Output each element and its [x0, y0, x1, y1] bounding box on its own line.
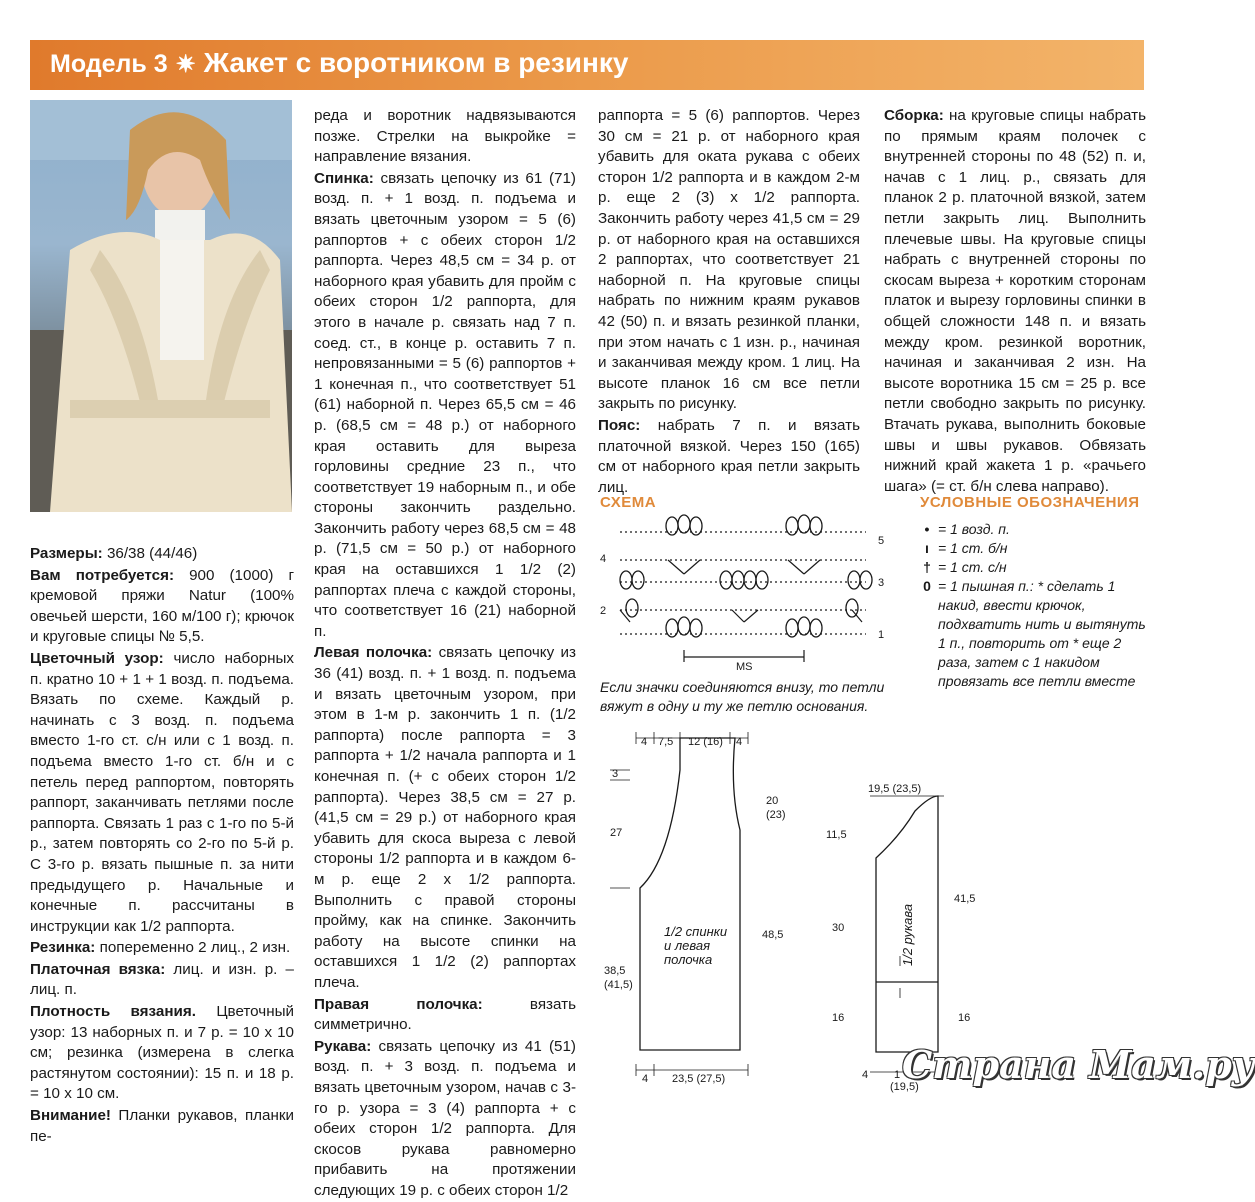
legend-dc: † = 1 ст. с/н: [920, 558, 1150, 577]
body-neck-drop: 3: [612, 768, 619, 780]
chart-row-1: 1: [878, 629, 885, 641]
body-top-dim-3: 12 (16): [688, 736, 723, 748]
model-photo: [30, 100, 292, 512]
title-bar: [30, 40, 1144, 90]
text-column-4: [884, 106, 1146, 498]
body-side-left: 38,5 (41,5): [604, 965, 633, 991]
scheme-heading: СХЕМА: [600, 494, 657, 511]
puff-stitch-icon: 0: [923, 578, 931, 594]
legend: [920, 520, 1150, 691]
sleeve-label: 1/2 рукава: [900, 903, 915, 966]
sleeve-bottom-dim-3: (19,5): [890, 1081, 919, 1093]
body-armhole-left: 27: [610, 827, 623, 839]
rib-pattern: Резинка: попеременно 2 лиц., 2 изн.: [30, 939, 291, 957]
model-number: Модель 3: [50, 50, 168, 78]
title-separator: ✷: [175, 51, 196, 78]
continuation-text: реда и воротник надвязываются позже. Стрелки на выкройке = направление вязания.: [314, 107, 576, 166]
gauge: Плотность вязания. Цветочный узор: 13 наборных п. и 7 р. = 10 x 10 см; резинка (измерена в слегка растянутом состоянии): 15 п. и 18 р. = 10 x 10 см.: [30, 1003, 294, 1103]
page-title: [50, 47, 629, 79]
text-column-1: [30, 544, 294, 1148]
chart-note: Если значки соединяются внизу, то петли вяжут в одну и ту же петлю основания.: [600, 679, 885, 714]
belt-instructions: Пояс: набрать 7 п. и вязать платочной вязкой. Через 150 (165) см от наборного края петли закрыть лиц.: [598, 416, 860, 496]
assembly-instructions: Сборка: на круговые спицы набрать по прямым краям полочек с внутренней стороны по 48 (52) п. и, начав с 1 лиц. р., связать для планок 2 р. платочной вязкой, затем петли закрыть лиц. Выполнить плечевые швы. На круговые спицы набрать с внутренней стороны по скосам выреза + коротким сторонам платок и вырезу горловины спинки в общей сложности 148 п. и вязать между кром. резинкой воротник, начиная и заканчивая 2 изн. На высоте воротника 15 см = 25 р. все петли свободно закрыть по рисунку. Втачать рукава, выполнить боковые швы и швы рукавов. Обвязать нижний край жакета 1 р. «рачьего шага» (= ст. б/н слева направо).: [884, 107, 1146, 495]
sleeve-cuff-right: 16: [958, 1012, 971, 1024]
model-name: Жакет с воротником в резинку: [203, 47, 629, 78]
body-label: 1/2 спинки и левая полочка: [664, 924, 728, 967]
double-crochet-icon: †: [923, 559, 931, 575]
chart-row-4: 4: [600, 553, 607, 565]
body-pattern: [600, 730, 800, 1090]
site-watermark: Страна Мам.ру: [902, 1042, 1255, 1087]
sleeve-cap-dim: 11,5: [826, 829, 847, 841]
right-front-instructions: Правая полочка: вязать симметрично.: [314, 995, 576, 1034]
legend-sc: ı = 1 ст. б/н: [920, 539, 1150, 558]
chain-icon: •: [924, 521, 930, 537]
text-column-3: [598, 106, 860, 499]
body-top-dim-4: 4: [736, 736, 743, 748]
single-crochet-icon: ı: [925, 540, 929, 556]
chart-row-2: 2: [600, 605, 607, 617]
sleeve-bottom-dim-2: 1: [894, 1069, 901, 1081]
chart-row-3: 3: [878, 577, 885, 589]
left-front-instructions: Левая полочка: связать цепочку из 36 (41) возд. п. + 1 возд. п. подъема и вязать цветочным узором, при этом в 1-м р. закончить 1 п. (1/2 раппорта) после раппорта = 3 раппорта + 1/2 начала раппорта и 1 конечная п. (+ с обеих сторон 1/2 раппорта). Через 38,5 см = 27 р. (41,5 см = 29 р.) от наборного края убавить для скоса выреза с левой стороны 1/2 раппорта и в каждом 6-м р. еще 2 x 1/2 раппорта. Выполнить с правой стороны пройму, как на спинке. Закончить работу на высоте спинки на оставшихся 1 1/2 (2) раппортах плеча.: [314, 644, 576, 991]
body-side-right: 48,5: [762, 929, 784, 941]
sleeve-instructions: Рукава: связать цепочку из 41 (51) возд. п. + 3 возд. п. подъема и вязать цветочным узором, начав с 3-го р. узора = 3 (4) раппорта + с обеих сторон 1/2 раппорта. Для скосов рукава равномерно прибавить на протяжении следующих 19 р. с обеих сторон 1/2: [314, 1037, 576, 1199]
continuation-text: раппорта = 5 (6) раппортов. Через 30 см = 21 р. от наборного края убавить для оката рукава с обеих сторон 1/2 раппорта и в каждом 2-м р. еще 2 (3) x 1/2 раппорта. Закончить работу через 41,5 см = 29 р. от наборного края на оставшихся 2 раппортах, что соответствует 21 наборной п. На круговые спицы набрать по нижним краям рукавов 42 (50) п. и вязать резинкой планки, при этом начать с 1 изн. р., начиная и заканчивая между кром. 1 лиц. На высоте планок 16 см все петли закрыть по рисунку.: [598, 107, 860, 413]
sleeve-length-right: 41,5: [954, 893, 976, 905]
sizes: Размеры: 36/38 (44/46): [30, 545, 198, 562]
chart-row-5: 5: [878, 535, 885, 547]
body-armhole-right: 20 (23): [766, 795, 786, 821]
body-bottom-dim-1: 4: [642, 1073, 649, 1085]
body-top-dim-1: 4: [641, 736, 648, 748]
sleeve-bottom-dim-1: 4: [862, 1069, 869, 1081]
text-column-2: [314, 106, 576, 1202]
legend-heading: УСЛОВНЫЕ ОБОЗНАЧЕНИЯ: [920, 494, 1140, 511]
body-bottom-dim-2: 23,5 (27,5): [672, 1073, 726, 1085]
garter-pattern: Платочная вязка: лиц. и изн. р. – лиц. п.: [30, 960, 294, 999]
sleeve-length-left: 30: [832, 922, 845, 934]
materials: Вам потребуется: 900 (1000) г кремовой пряжи Natur (100% овечьей шерсти, 160 м/100 г); крючок и круговые спицы № 5,5.: [30, 566, 294, 646]
flower-pattern: Цветочный узор: число наборных п. кратно 10 + 1 + 1 возд. п. подъема. Вязать по схеме. Каждый р. начинать с 3 возд. п. подъема вместо 1-го ст. с/н или с 1 возд. п. подъема вместо 1-го ст. б/н и с петель перед раппортом, повторять раппорт, заканчивать петлями после раппорта. Связать 1 раз с 1-го по 5-й р., затем повторять со 2-го по 5-й р. С 3-го р. вязать пышные п. за нити предыдущего р. Начальные и конечные п. рассчитаны в инструкции как 1/2 раппорта.: [30, 649, 294, 935]
stitch-chart: [596, 512, 896, 672]
sleeve-top-dim: 19,5 (23,5): [868, 783, 922, 795]
back-instructions: Спинка: связать цепочку из 61 (71) возд. п. + 1 возд. п. подъема и вязать цветочным узором = 5 (6) раппортов + с обеих сторон 1/2 раппорта. Через 48,5 см = 34 р. от наборного края убавить для пройм с обеих сторон 1/2 раппорта, для этого в начале р. связать над 7 п. соед. ст., в конце р. оставить 7 п. непровязанными = 5 (6) раппортов + 1 конечная п., что соответствует 51 (61) наборной п. Через 65,5 см = 46 р. (68,5 см = 48 р.) от наборного края оставить для выреза горловины средние 23 п., что соответствует 19 наборным п., и обе стороны закончить раздельно. Закончить работу через 68,5 см = 48 р. (71,5 см = 50 р.) от наборного края на оставшихся 1 1/2 (2) раппортах плеча с каждой стороны, что соответствует 16 (21) наборной п.: [314, 169, 576, 640]
body-top-dim-2: 7,5: [658, 736, 674, 748]
legend-puff: 0 = 1 пышная п.: * сделать 1 накид, ввести крючок, подхватить нить и вытянуть 1 п., повторить от * еще 2 раза, затем с 1 накидом провязать все петли вместе: [920, 577, 1150, 691]
sleeve-cuff-left: 16: [832, 1012, 845, 1024]
legend-chain: • = 1 возд. п.: [920, 520, 1150, 539]
attention-note: Внимание! Планки рукавов, планки пе-: [30, 1107, 294, 1145]
chart-repeat-label: MS: [736, 661, 753, 673]
